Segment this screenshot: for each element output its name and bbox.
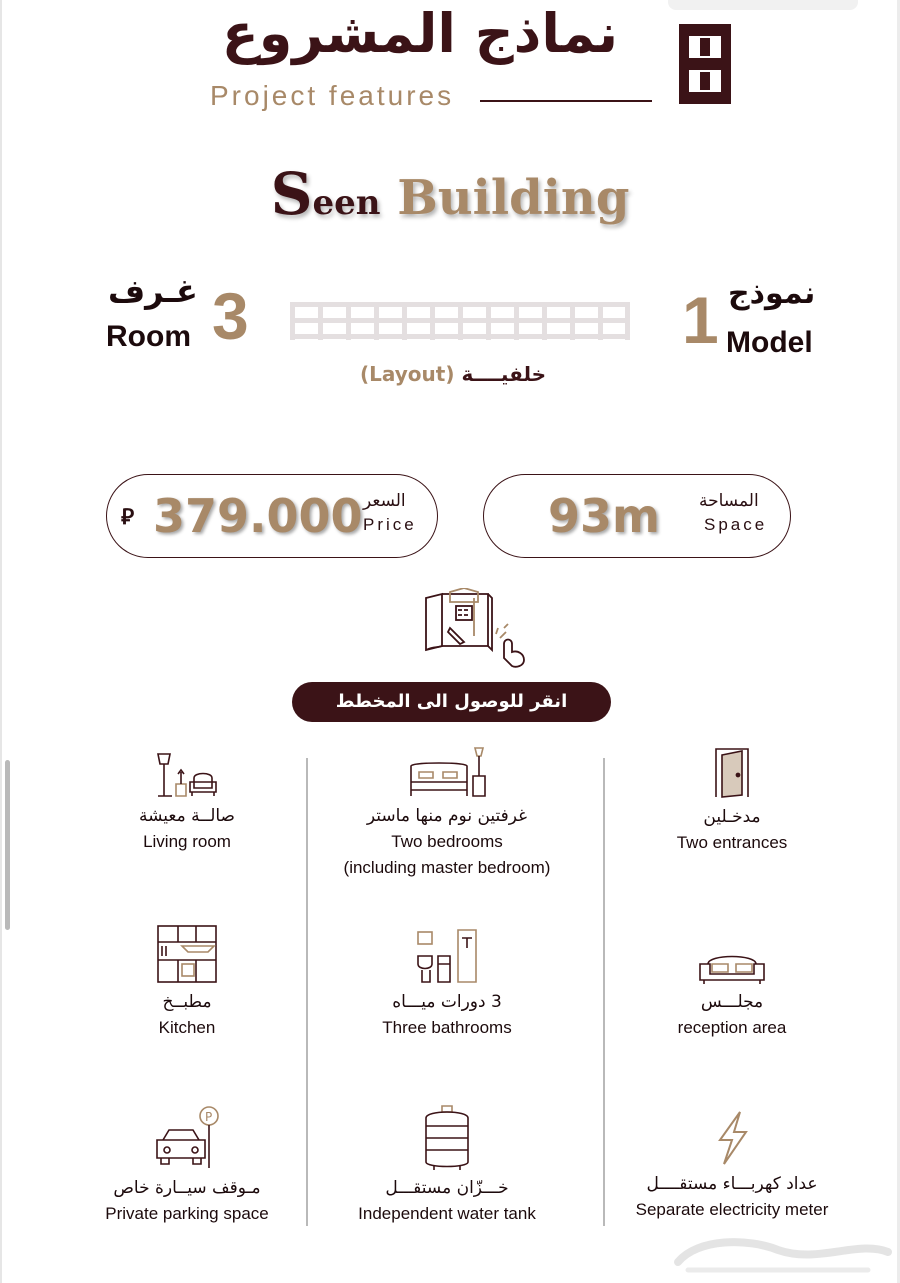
feature-label-arabic: خـــزّان مستقـــل (385, 1178, 509, 1198)
brand-building: Building (380, 170, 630, 226)
feature-label-arabic: مجلـــس (700, 992, 764, 1012)
view-floor-plan-button[interactable]: انقر للوصول الى المخطط (292, 682, 611, 722)
svg-text:P: P (205, 1110, 213, 1124)
scrollbar-thumb[interactable] (5, 760, 10, 930)
feature-label-english-note: (including master bedroom) (343, 858, 551, 877)
layout-label-arabic: خلفيــــة (461, 362, 547, 386)
parking-icon (153, 1104, 221, 1170)
water-tank-icon (422, 1104, 472, 1170)
brand-letter-s: S (270, 160, 313, 228)
model-label-english: Model (726, 326, 813, 359)
decorative-pattern-icon (290, 302, 630, 340)
space-value: 93m (548, 489, 660, 543)
space-card (483, 474, 791, 558)
space-label-english: Space (704, 515, 768, 534)
sofa-icon (698, 950, 766, 984)
model-number: 1 (682, 283, 719, 357)
feature-bedrooms (297, 744, 597, 878)
floor-plan-icon (420, 588, 534, 668)
feature-label-arabic: مطبــخ (162, 992, 212, 1012)
feature-label-english: Two entrances (676, 833, 788, 852)
price-card (106, 474, 438, 558)
currency-symbol: ⃁ (121, 505, 135, 530)
title-divider (480, 100, 652, 102)
feature-label-english: Living room (143, 832, 231, 851)
living-room-icon (154, 752, 220, 798)
feature-bathrooms (297, 928, 597, 1038)
rooms-label-english: Room (106, 320, 191, 353)
brand-een: een (312, 183, 381, 223)
brand-name (0, 160, 900, 228)
feature-parking (37, 1104, 337, 1224)
feature-label-english: Private parking space (105, 1204, 269, 1223)
bedroom-icon (407, 744, 487, 798)
feature-label-english: Separate electricity meter (635, 1200, 829, 1219)
rooms-count: 3 (212, 279, 249, 353)
feature-entrances (582, 747, 882, 853)
rooms-label-arabic: غـرف (108, 272, 198, 310)
top-tab (668, 0, 858, 10)
layout-label (360, 362, 546, 386)
feature-label-english: Two bedrooms (391, 832, 503, 851)
feature-living-room (37, 752, 337, 852)
feature-label-arabic: عداد كهربـــاء مستقــــل (646, 1174, 818, 1194)
feature-water-tank (297, 1104, 597, 1224)
lightning-icon (712, 1110, 752, 1166)
page-title-english: Project features (210, 80, 455, 111)
feature-label-arabic: مدخـلين (703, 807, 761, 827)
layout-label-english: (Layout) (360, 362, 455, 386)
kitchen-icon (156, 924, 218, 984)
feature-reception (582, 950, 882, 1038)
feature-label-english: Kitchen (158, 1018, 216, 1037)
feature-label-english: Three bathrooms (382, 1018, 512, 1037)
feature-kitchen (37, 924, 337, 1038)
price-label-english: Price (363, 515, 417, 534)
feature-label-english: reception area (677, 1018, 787, 1037)
feature-label-arabic: 3 دورات ميـــاه (392, 992, 502, 1012)
space-label-arabic: المساحة (699, 491, 759, 511)
haraj-watermark-icon (668, 1232, 894, 1278)
page-title-arabic: نماذج المشروع (221, 2, 619, 65)
feature-electricity (582, 1110, 882, 1220)
bina-logo-icon (679, 24, 731, 104)
price-label-arabic: السعر (363, 491, 406, 511)
bathroom-icon (414, 928, 480, 984)
price-value: 379.000 (153, 489, 363, 543)
feature-label-arabic: غرفتين نوم منها ماستر (366, 806, 528, 826)
feature-label-english: Independent water tank (358, 1204, 536, 1223)
feature-label-arabic: مـوقف سيــارة خاص (113, 1178, 261, 1198)
model-label-arabic: نموذج (728, 276, 816, 311)
door-icon (712, 747, 752, 799)
feature-label-arabic: صالــة معيشة (139, 806, 235, 826)
